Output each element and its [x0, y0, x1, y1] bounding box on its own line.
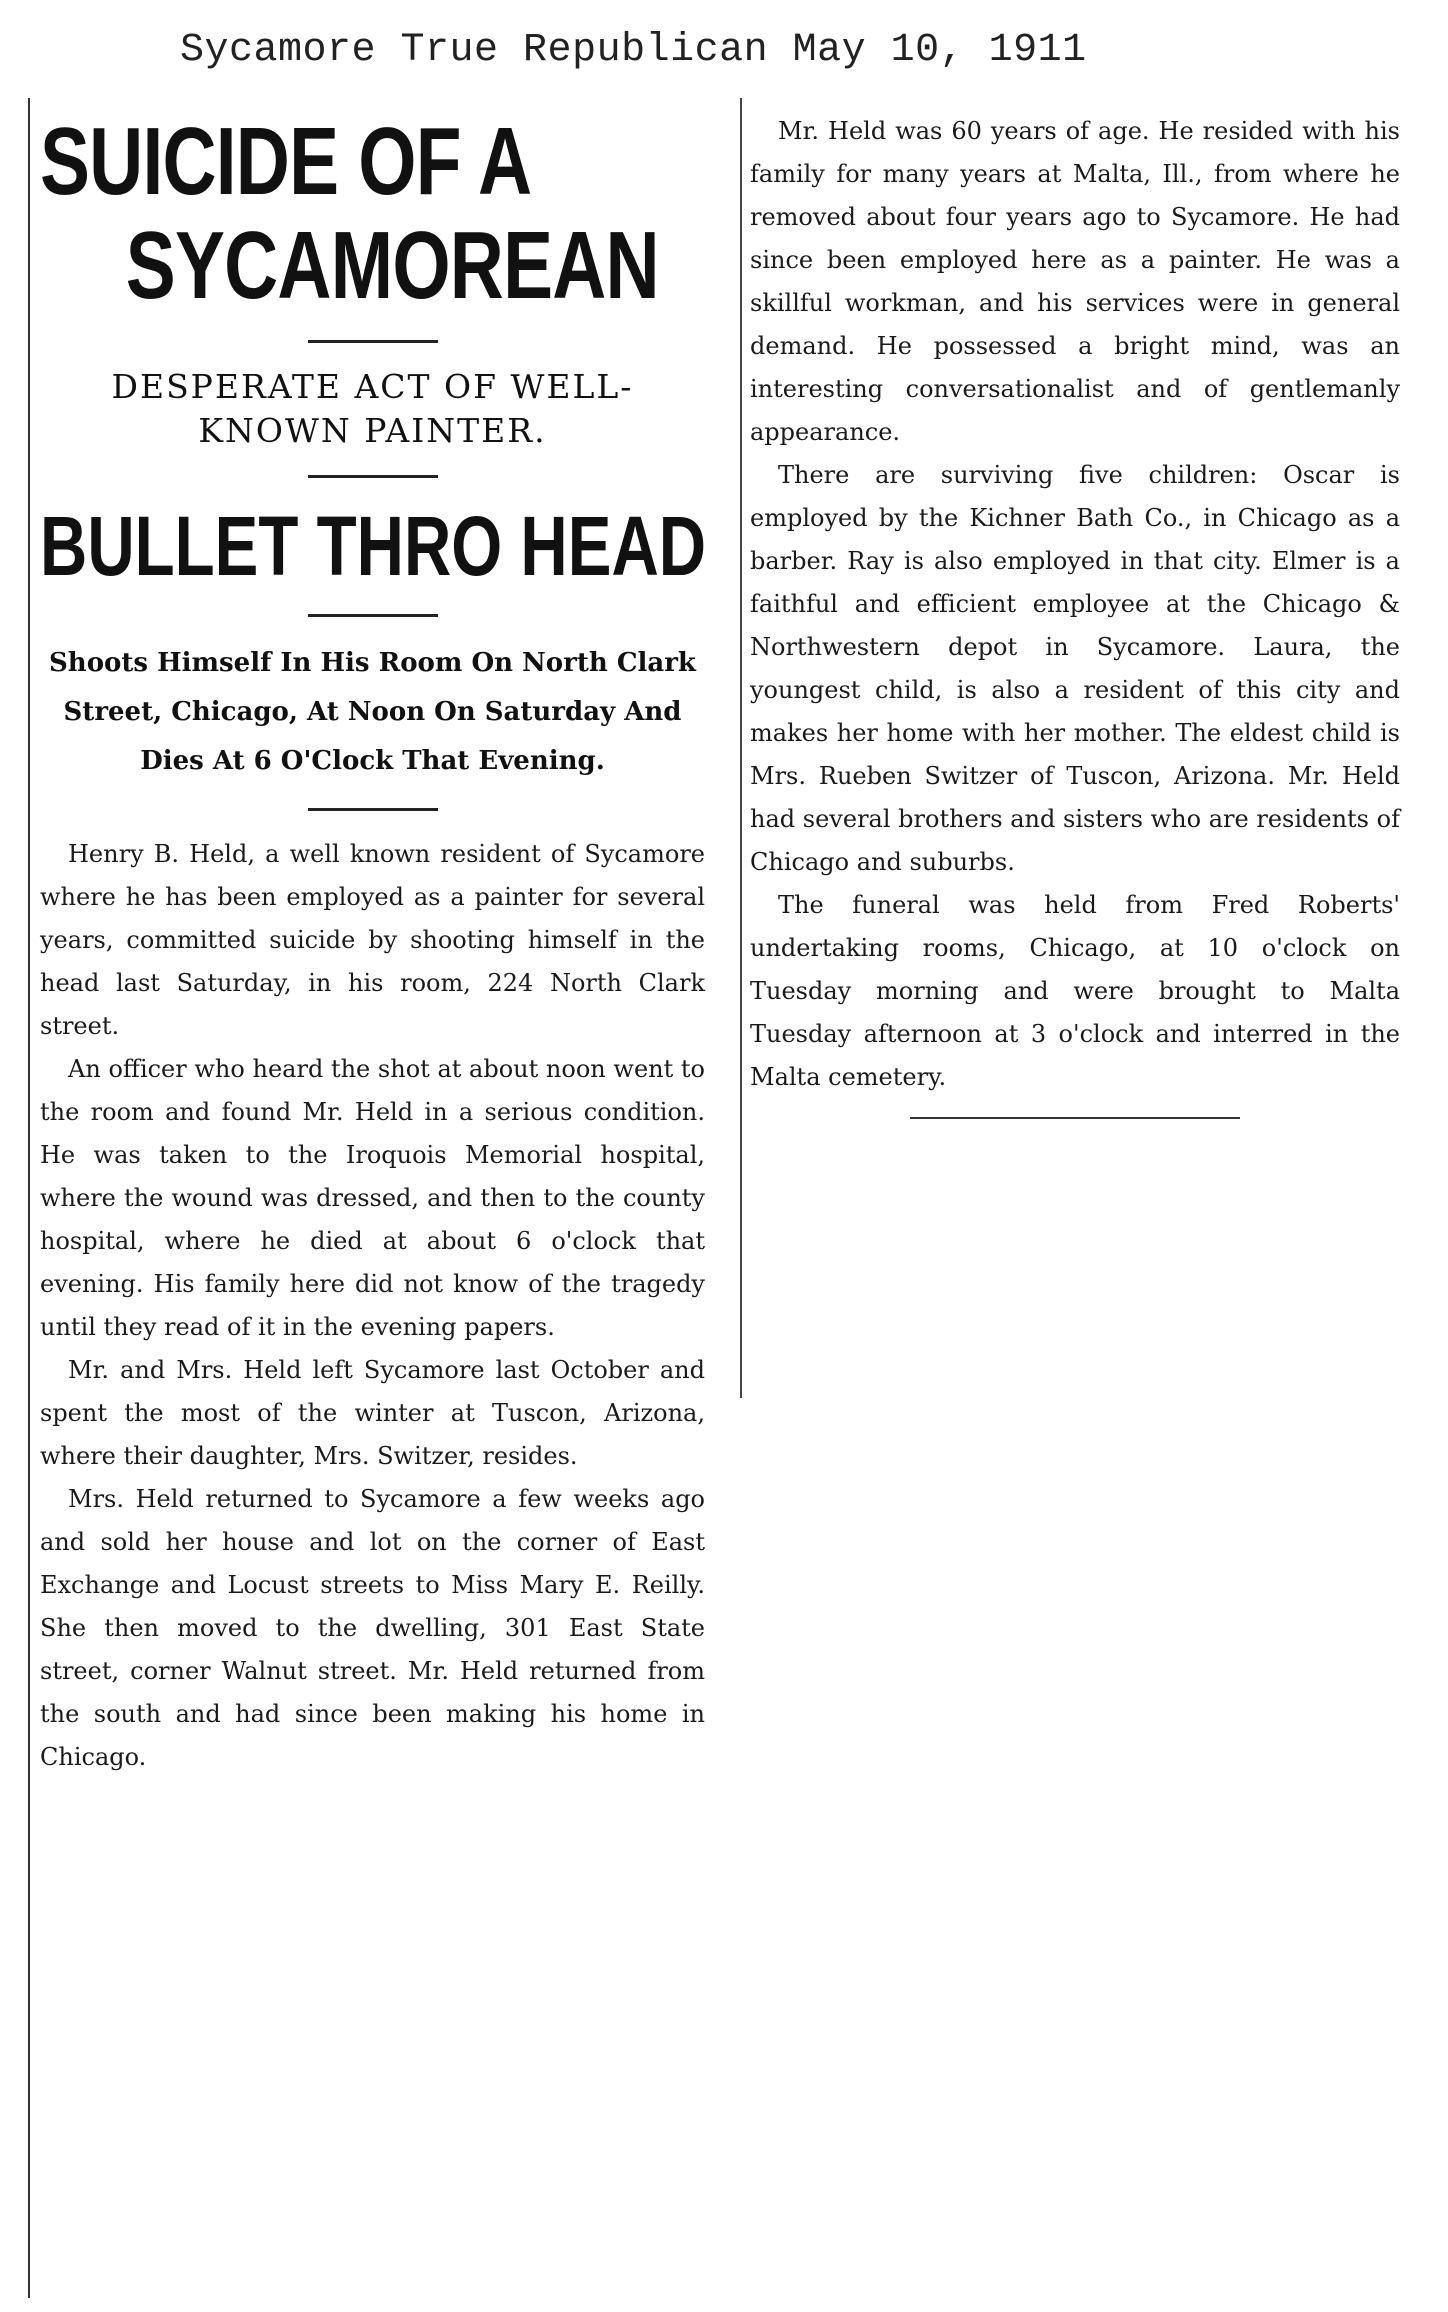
main-headline-block [40, 110, 705, 318]
main-headline [40, 110, 711, 318]
paragraph: There are surviving five children: Oscar is employed by the Kichner Bath Co., in Chicago as a barber. Ray is also employed in that city. Elmer is a faithful and efficient employee at the Chicago & Northwestern depot in Sycamore. Laura, the youngest child, is also a resident of this city and makes her home with her mother. The eldest child is Mrs. Rueben Switzer of Tuscon, Arizona. Mr. Held had several brothers and sisters who are residents of Chicago and suburbs. [750, 461, 1400, 876]
paragraph: Mrs. Held returned to Sycamore a few weeks ago and sold her house and lot on the corner of East Exchange and Locust streets to Miss Mary E. Reilly. She then moved to the dwelling, 301 East State street, corner Walnut street. Mr. Held returned from the south and had since been making his home in Chicago. [40, 1485, 705, 1771]
article-body-right [750, 110, 1400, 1099]
column-divider [740, 98, 742, 1398]
left-column [40, 110, 705, 1779]
clipping-caption: Sycamore True Republican May 10, 1911 [180, 28, 1087, 73]
paragraph: Mr. Held was 60 years of age. He resided with his family for many years at Malta, Ill., from where he removed about four years ago to Sycamore. He had since been employed here as a painter. He was a skillful workman, and his services were in general demand. He possessed a bright mind, was an interesting conversationalist and of gentlemanly appearance. [750, 117, 1400, 446]
headline-divider-4 [308, 808, 438, 811]
article-end-rule [910, 1117, 1240, 1119]
left-column-rule [28, 98, 30, 2298]
headline-divider-1 [308, 340, 438, 343]
article-body-left [40, 833, 705, 1779]
paragraph: Mr. and Mrs. Held left Sycamore last October and spent the most of the winter at Tuscon, Arizona, where their daughter, Mrs. Switzer, resides. [40, 1356, 705, 1470]
paragraph: The funeral was held from Fred Roberts' undertaking rooms, Chicago, at 10 o'clock on Tuesday morning and were brought to Malta Tuesday afternoon at 3 o'clock and interred in the Malta cemetery. [750, 891, 1400, 1091]
headline-divider-3 [308, 614, 438, 617]
deck-summary: Shoots Himself In His Room On North Clark Street, Chicago, At Noon On Saturday And Dies At 6 O'Clock That Evening. [49, 648, 696, 776]
main-headline-line1: SUICIDE OF A [40, 108, 532, 215]
right-column [750, 110, 1400, 1119]
main-headline-line2: SYCAMOREAN [125, 212, 659, 319]
paragraph: Henry B. Held, a well known resident of Sycamore where he has been employed as a painter for several years, committed suicide by shooting himself in the head last Saturday, in his room, 224 North Clark street. [40, 840, 705, 1040]
headline-divider-2 [308, 475, 438, 478]
subheadline: DESPERATE ACT OF WELL-KNOWN PAINTER. [111, 367, 634, 450]
paragraph: An officer who heard the shot at about noon went to the room and found Mr. Held in a serious condition. He was taken to the Iroquois Memorial hospital, where the wound was dressed, and then to the county hospital, where he died at about 6 o'clock that evening. His family here did not know of the tragedy until they read of it in the evening papers. [40, 1055, 705, 1341]
secondary-headline: BULLET THRO HEAD [40, 499, 707, 593]
